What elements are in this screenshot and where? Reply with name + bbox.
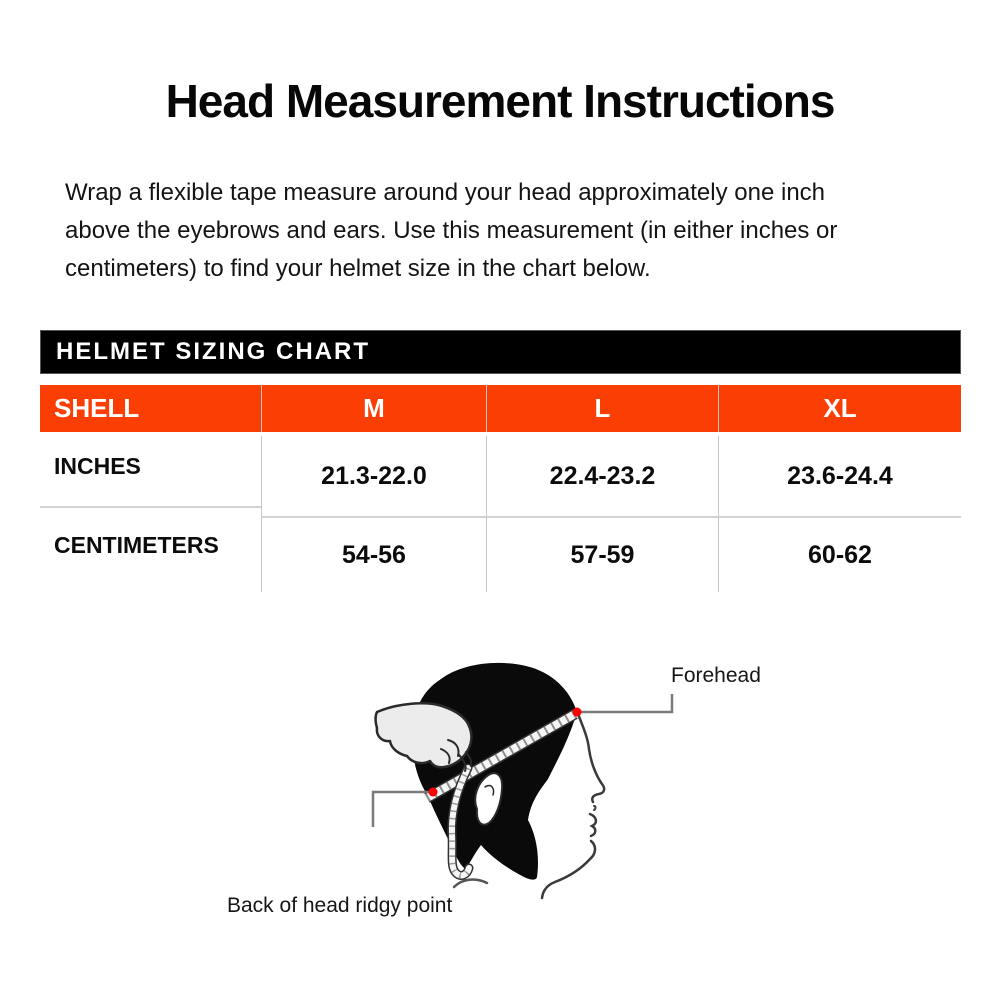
table-title: HELMET SIZING CHART	[56, 338, 370, 365]
intro-line: Wrap a flexible tape measure around your head approximately one inch	[65, 179, 826, 206]
face-profile-line	[578, 714, 604, 802]
intro-paragraph	[65, 174, 837, 288]
table-gap	[40, 374, 961, 385]
back-leader-line	[373, 792, 433, 827]
nape-line	[454, 880, 487, 887]
head-measurement-illustration	[330, 648, 675, 900]
column-header-shell: SHELL	[40, 385, 261, 432]
back-of-head-label: Back of head ridgy point	[227, 894, 453, 917]
nostril-line	[594, 806, 596, 810]
forehead-label: Forehead	[671, 664, 761, 687]
measuring-hand	[376, 703, 472, 767]
centimeters-value-l: 57-59	[486, 516, 718, 592]
helmet-sizing-table	[40, 330, 961, 588]
forehead-leader-line	[578, 694, 672, 712]
inches-value-l: 22.4-23.2	[486, 436, 718, 516]
inches-value-m: 21.3-22.0	[261, 436, 486, 516]
forehead-marker-dot	[573, 708, 582, 717]
table-title-bar	[40, 330, 961, 374]
table-grid	[40, 385, 961, 588]
intro-line: above the eyebrows and ears. Use this measurement (in either inches or	[65, 217, 838, 244]
chin-neck-line	[542, 841, 595, 898]
centimeters-value-m: 54-56	[261, 516, 486, 592]
hair-shape	[413, 663, 577, 880]
column-header-xl: XL	[718, 385, 961, 432]
column-header-l: L	[486, 385, 718, 432]
column-header-m: M	[261, 385, 486, 432]
centimeters-value-xl: 60-62	[718, 516, 961, 592]
lips-line	[590, 814, 596, 836]
page-title: Head Measurement Instructions	[165, 75, 835, 127]
row-label-centimeters: CENTIMETERS	[40, 506, 261, 582]
inches-value-xl: 23.6-24.4	[718, 436, 961, 516]
row-label-inches: INCHES	[54, 452, 141, 479]
back-marker-dot	[429, 788, 438, 797]
intro-line: centimeters) to find your helmet size in the chart below.	[65, 255, 651, 282]
